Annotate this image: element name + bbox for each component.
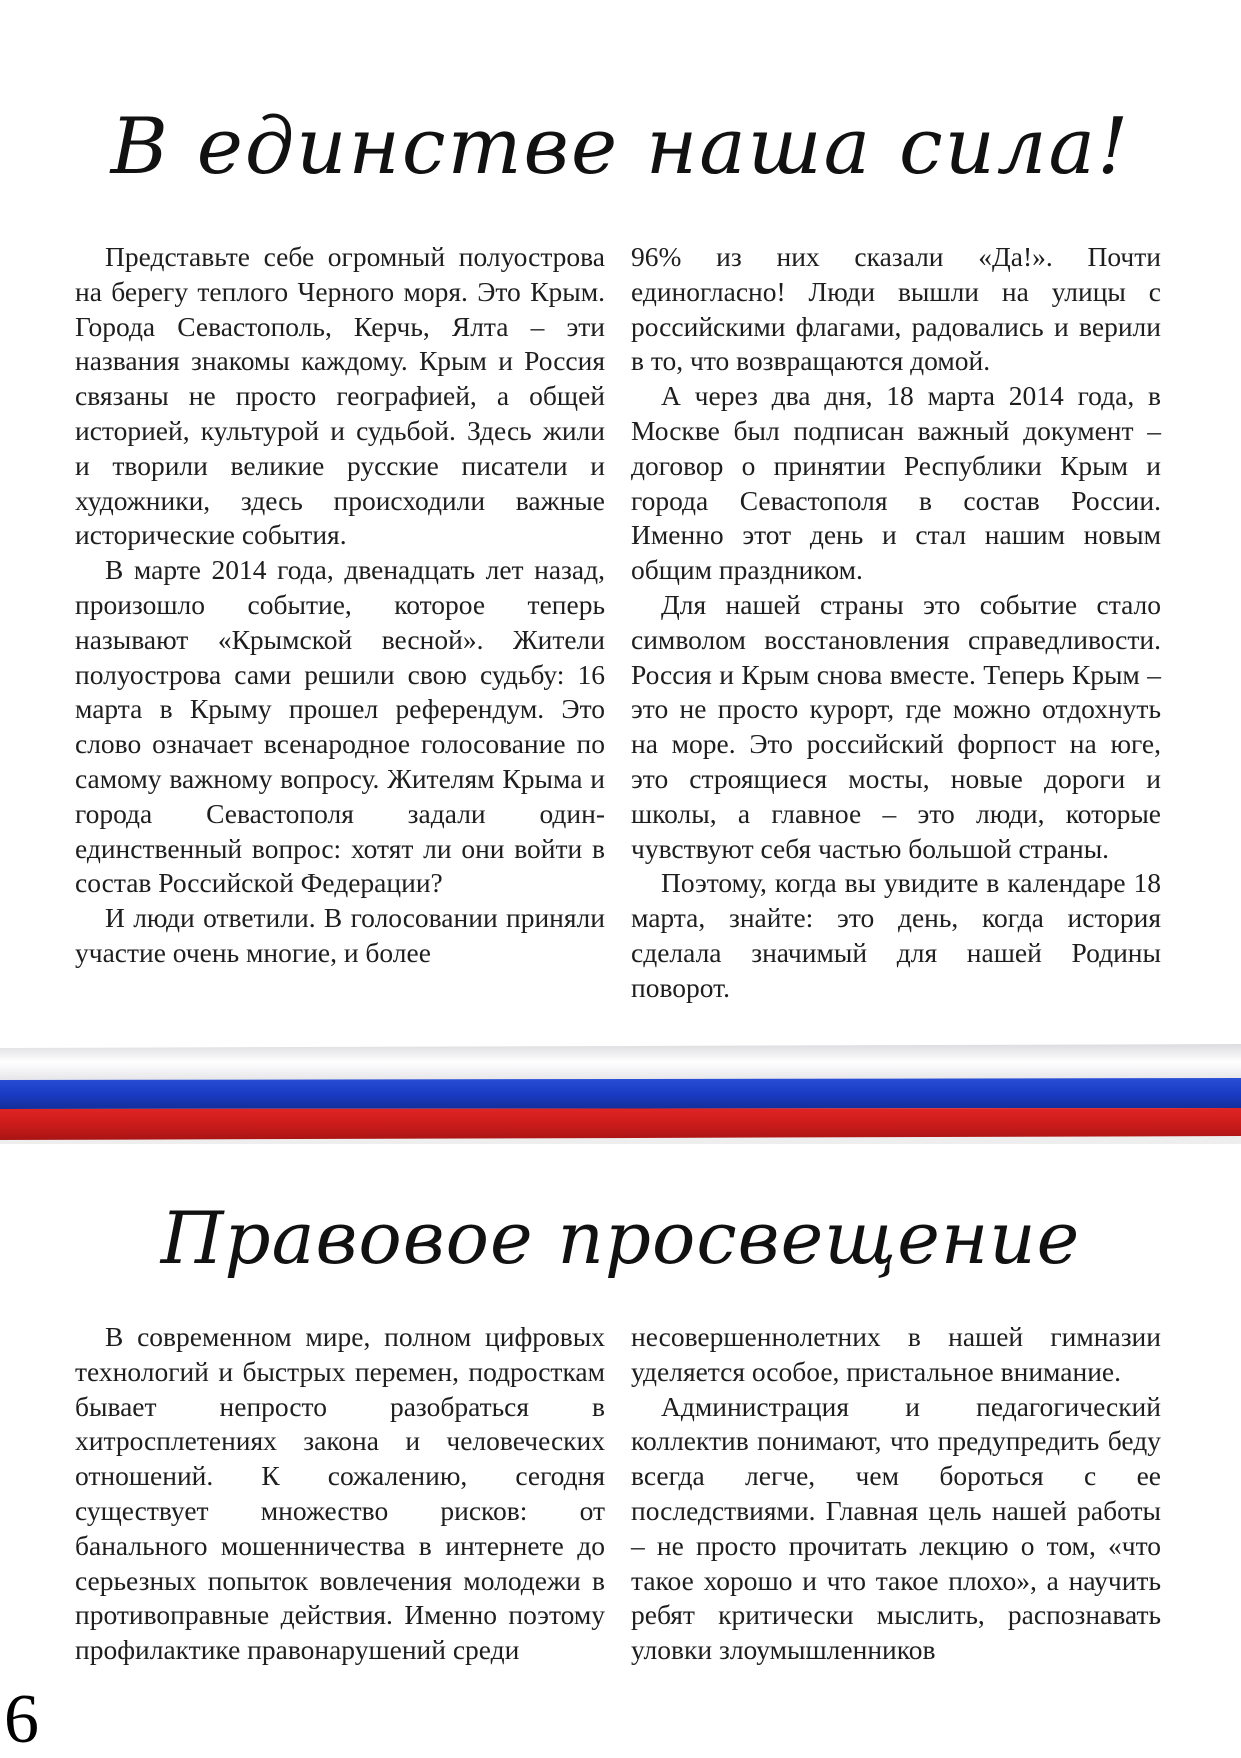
paragraph: Для нашей страны это событие стало символом восстановления справедливости. Россия и Крым снова вместе. Теперь Крым – это не просто курорт, где можно отдохнуть на море. Это российский форпост на юге, это строящиеся мосты, новые дороги и школы, а главное – это люди, которые чувствуют себя частью большой страны.	[631, 588, 1161, 864]
section-title-unity: В единстве наша сила!	[110, 102, 1131, 192]
paragraph: несовершеннолетних в нашей гимназии уделяется особое, пристальное внимание.	[631, 1321, 1161, 1387]
ribbon-white-stripe	[0, 1044, 1241, 1080]
paragraph: В марте 2014 года, двенадцать лет назад, произошло событие, которое теперь называют «Крымской весной». Жители полуострова сами решили свою судьбу: 16 марта в Крыму прошел референдум. Это слово означает всенародное голосование по самому важному вопросу. Жителям Крыма и города Севастополя задали один-единственный вопрос: хотят ли они войти в состав Российской Федерации?	[75, 554, 605, 899]
russian-flag-ribbon	[0, 1010, 1241, 1160]
paragraph: В современном мире, полном цифровых технологий и быстрых перемен, подросткам бывает непросто разобраться в хитросплетениях закона и человеческих отношений. К сожалению, сегодня существует множество рисков: от банального мошенничества в интернете до серьезных попыток вовлечения молодежи в противоправные действия. Именно поэтому профилактике правонарушений среди	[75, 1321, 605, 1666]
section-title-legal: Правовое просвещение	[160, 1196, 1081, 1280]
article-legal-column-left	[75, 1320, 605, 1668]
article-crimea-column-left	[75, 240, 605, 971]
article-legal-column-right	[631, 1320, 1161, 1668]
paragraph: Представьте себе огромный полуострова на берегу теплого Черного моря. Это Крым. Города Севастополь, Керчь, Ялта – эти названия знакомы каждому. Крым и Россия связаны не просто географией, а общей историей, культурой и судьбой. Здесь жили и творили великие русские писатели и художники, здесь происходили важные исторические события.	[75, 241, 605, 551]
ribbon-red-stripe	[0, 1108, 1241, 1140]
page-number: 6	[4, 1681, 39, 1758]
paragraph: Администрация и педагогический коллектив понимают, что предупредить беду всегда легче, чем бороться с ее последствиями. Главная цель нашей работы – не просто прочитать лекцию о том, «что такое хорошо и что такое плохо», а научить ребят критически мыслить, распознавать уловки злоумышленников	[631, 1390, 1161, 1666]
paragraph: И люди ответили. В голосовании приняли участие очень многие, и более	[75, 902, 605, 968]
paragraph: А через два дня, 18 марта 2014 года, в Москве был подписан важный документ – договор о принятии Республики Крым и города Севастополя в состав России. Именно этот день и стал нашим новым общим праздником.	[631, 380, 1161, 586]
paragraph: Поэтому, когда вы увидите в календаре 18 марта, знайте: это день, когда история сделала значимый для нашей Родины поворот.	[631, 867, 1161, 1003]
ribbon-blue-stripe	[0, 1078, 1241, 1109]
article-crimea-column-right	[631, 240, 1161, 1006]
paragraph: 96% из них сказали «Да!». Почти единогласно! Люди вышли на улицы с российскими флагами, радовались и верили в то, что возвращаются домой.	[631, 241, 1161, 377]
